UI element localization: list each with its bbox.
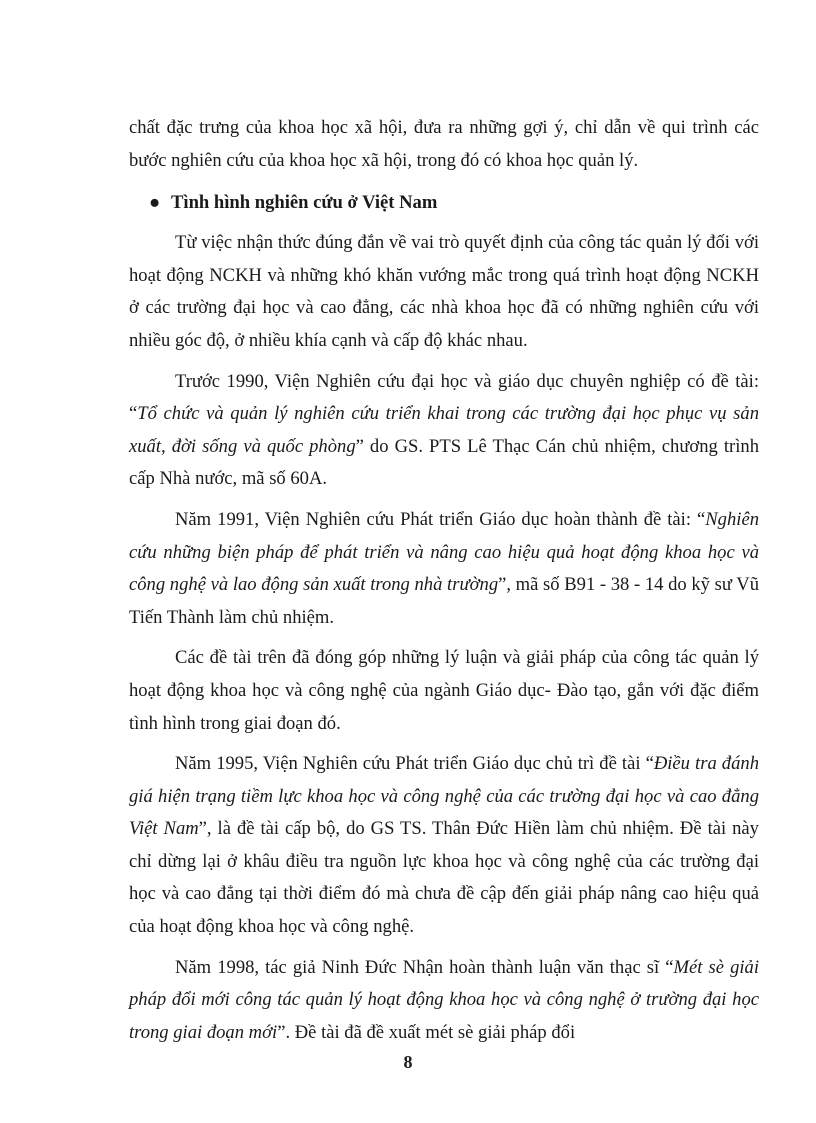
- paragraph-6-tail: ”. Đề tài đã đề xuất mét sè giải pháp đổi: [277, 1021, 576, 1043]
- paragraph-5-title: Điều tra đánh giá hiện trạng tiềm lực khoa học và công nghệ của các trường đại học và cao đẳng Việt Nam: [129, 753, 759, 840]
- paragraph-5: [129, 748, 759, 944]
- paragraph-6-title: Mét sè giải pháp đổi mới công tác quản lý hoạt động khoa học và công nghệ ở trường đại học trong giai đoạn mới: [129, 956, 760, 1043]
- section-heading: [149, 187, 759, 219]
- paragraph-4: Các đề tài trên đã đóng góp những lý luận và giải pháp của công tác quản lý hoạt động khoa học và công nghệ của ngành Giáo dục- Đào tạo, gắn với đặc điểm tình hình trong giai đoạn đó.: [129, 647, 759, 734]
- paragraph-2-lead: Trước 1990, Viện Nghiên cứu đại học và giáo dục chuyên nghiệp có đề tài: “: [129, 370, 759, 425]
- paragraph-2-title: Tổ chức và quản lý nghiên cứu triển khai trong các trường đại học phục vụ sản xuất, đời sống và quốc phòng: [129, 403, 759, 457]
- paragraph-3-title: Nghiên cứu những biện pháp để phát triển và nâng cao hiệu quả hoạt động khoa học và công nghệ và lao động sản xuất trong nhà trường: [129, 508, 759, 596]
- paragraph-1: Từ việc nhận thức đúng đắn về vai trò quyết định của công tác quản lý đối với hoạt động NCKH và những khó khăn vướng mắc trong quá trình hoạt động NCKH ở các trường đại học và cao đẳng, các nhà khoa học đã có những nghiên cứu với nhiều góc độ, ở nhiều khía cạnh và cấp độ khác nhau.: [129, 232, 759, 351]
- paragraph-3: [129, 504, 759, 634]
- paragraph-2-tail: ” do GS. PTS Lê Thạc Cán chủ nhiệm, chương trình cấp Nhà nước, mã số 60A.: [129, 435, 759, 490]
- paragraph-3-tail: ”, mã số B91 - 38 - 14 do kỹ sư Vũ Tiến Thành làm chủ nhiệm.: [129, 574, 759, 628]
- document-body: [129, 112, 759, 1049]
- paragraph-5-tail: ”, là đề tài cấp bộ, do GS TS. Thân Đức Hiền làm chủ nhiệm. Đề tài này chỉ dừng lại ở khâu điều tra nguồn lực khoa học và công nghệ của các trường đại học và cao đẳng tại thời điểm đó mà chưa đề cập đến giải pháp nâng cao hiệu quả của hoạt động khoa học và công nghệ.: [129, 818, 759, 938]
- section-heading-text: Tình hình nghiên cứu ở Việt Nam: [171, 192, 438, 214]
- paragraph-intro: chất đặc trưng của khoa học xã hội, đưa ra những gợi ý, chỉ dẫn về qui trình các bước nghiên cứu của khoa học xã hội, trong đó có khoa học quản lý.: [129, 117, 759, 171]
- paragraph-5-lead: Năm 1995, Viện Nghiên cứu Phát triển Giáo dục chủ trì đề tài “: [175, 753, 654, 775]
- paragraph-6-lead: Năm 1998, tác giả Ninh Đức Nhận hoàn thành luận văn thạc sĩ “: [175, 956, 674, 978]
- paragraph-6: [129, 952, 759, 1050]
- bullet-icon: ●: [149, 192, 161, 214]
- paragraph-3-lead: Năm 1991, Viện Nghiên cứu Phát triển Giáo dục hoàn thành đề tài: “: [175, 508, 706, 530]
- page-number: 8: [403, 1052, 413, 1072]
- paragraph-2: [129, 366, 759, 496]
